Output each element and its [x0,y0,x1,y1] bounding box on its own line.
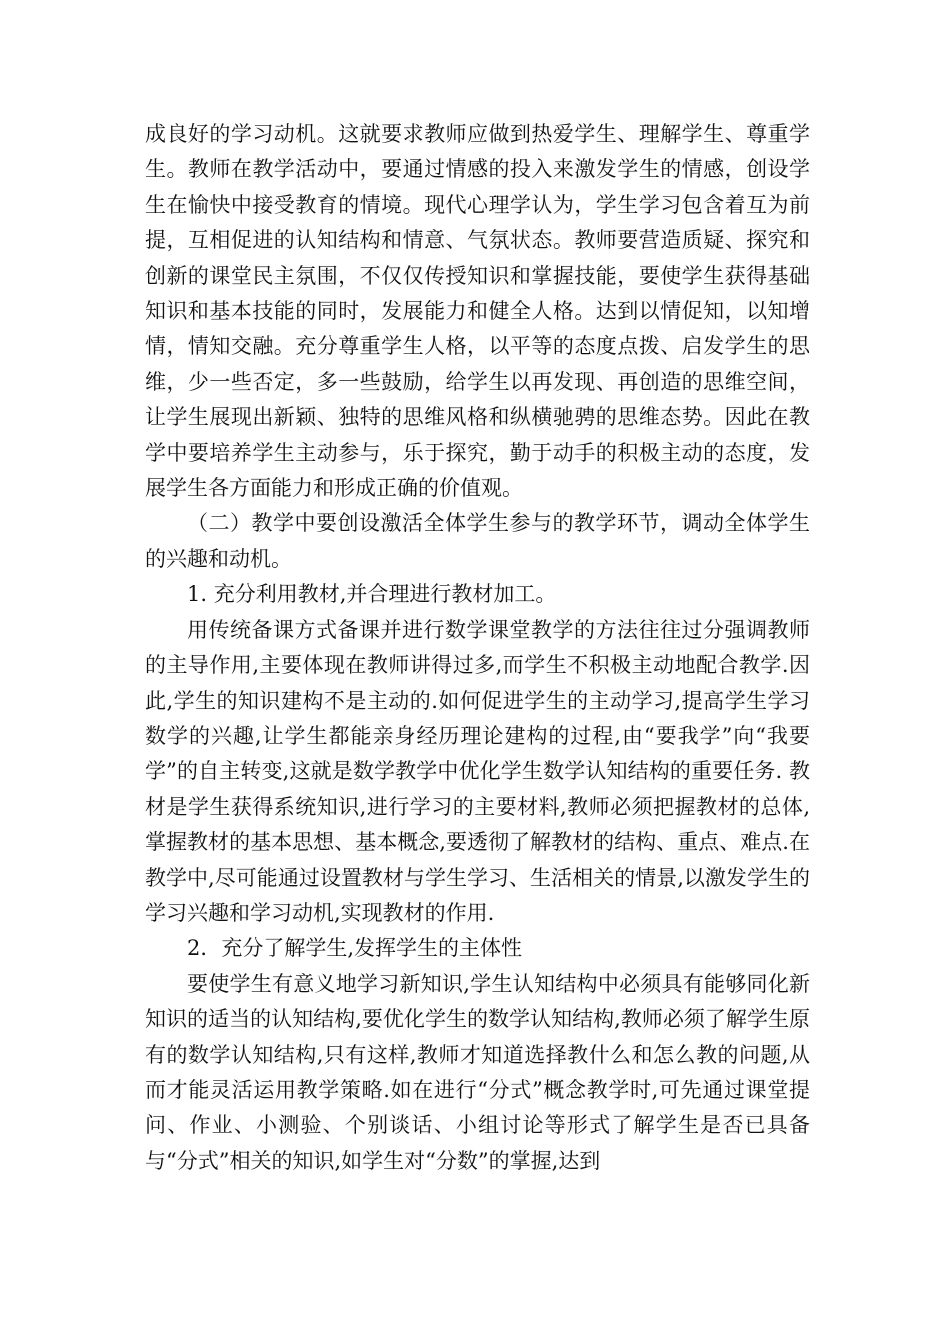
paragraph-students: 要使学生有意义地学习新知识,学生认知结构中必须具有能够同化新知识的适当的认知结构,要优化学生的数学认知结构,教师必须了解学生原有的数学认知结构,只有这样,教师才知道选择教什么和怎么教的问题,从而才能灵活运用教学策略.如在进行“分式”概念教学时,可先通过课堂提问、作业、小测验、个别谈话、小组讨论等形式了解学生是否已具备与“分式”相关的知识,如学生对“分数”的掌握,达到 [145,971,810,1173]
subheading-2: 2．充分了解学生,发挥学生的主体性 [187,936,523,961]
document-page [145,117,810,1179]
paragraph-textbook: 用传统备课方式备课并进行数学课堂教学的方法往往过分强调教师的主导作用,主要体现在教师讲得过多,而学生不积极主动地配合教学.因此,学生的知识建构不是主动的.如何促进学生的主动学习,提高学生学习数学的兴趣,让学生都能亲身经历理论建构的过程,由“要我学”向“我要学”的自主转变,这就是数学教学中优化学生数学认知结构的重要任务. 教材是学生获得系统知识,进行学习的主要材料,教师必须把握教材的总体,掌握教材的基本思想、基本概念,要透彻了解教材的结构、重点、难点.在教学中,尽可能通过设置教材与学生学习、生活相关的情景,以激发学生的学习兴趣和学习动机,实现教材的作用. [145,617,810,925]
subheading-1: 1. 充分利用教材,并合理进行教材加工。 [187,582,557,607]
paragraph-continuation: 成良好的学习动机。这就要求教师应做到热爱学生、理解学生、尊重学生。教师在教学活动中，要通过情感的投入来激发学生的情感，创设学生在愉快中接受教育的情境。现代心理学认为，学生学习包含着互为前提，互相促进的认知结构和情意、气氛状态。教师要营造质疑、探究和创新的课堂民主氛围，不仅仅传授知识和掌握技能，要使学生获得基础知识和基本技能的同时，发展能力和健全人格。达到以情促知，以知增情，情知交融。充分尊重学生人格，以平等的态度点拨、启发学生的思维，少一些否定，多一些鼓励，给学生以再发现、再创造的思维空间，让学生展现出新颖、独特的思维风格和纵横驰骋的思维态势。因此在教学中要培养学生主动参与，乐于探究，勤于动手的积极主动的态度，发展学生各方面能力和形成正确的价值观。 [145,122,810,501]
section-heading-2: （二）教学中要创设激活全体学生参与的教学环节，调动全体学生的兴趣和动机。 [145,511,810,571]
